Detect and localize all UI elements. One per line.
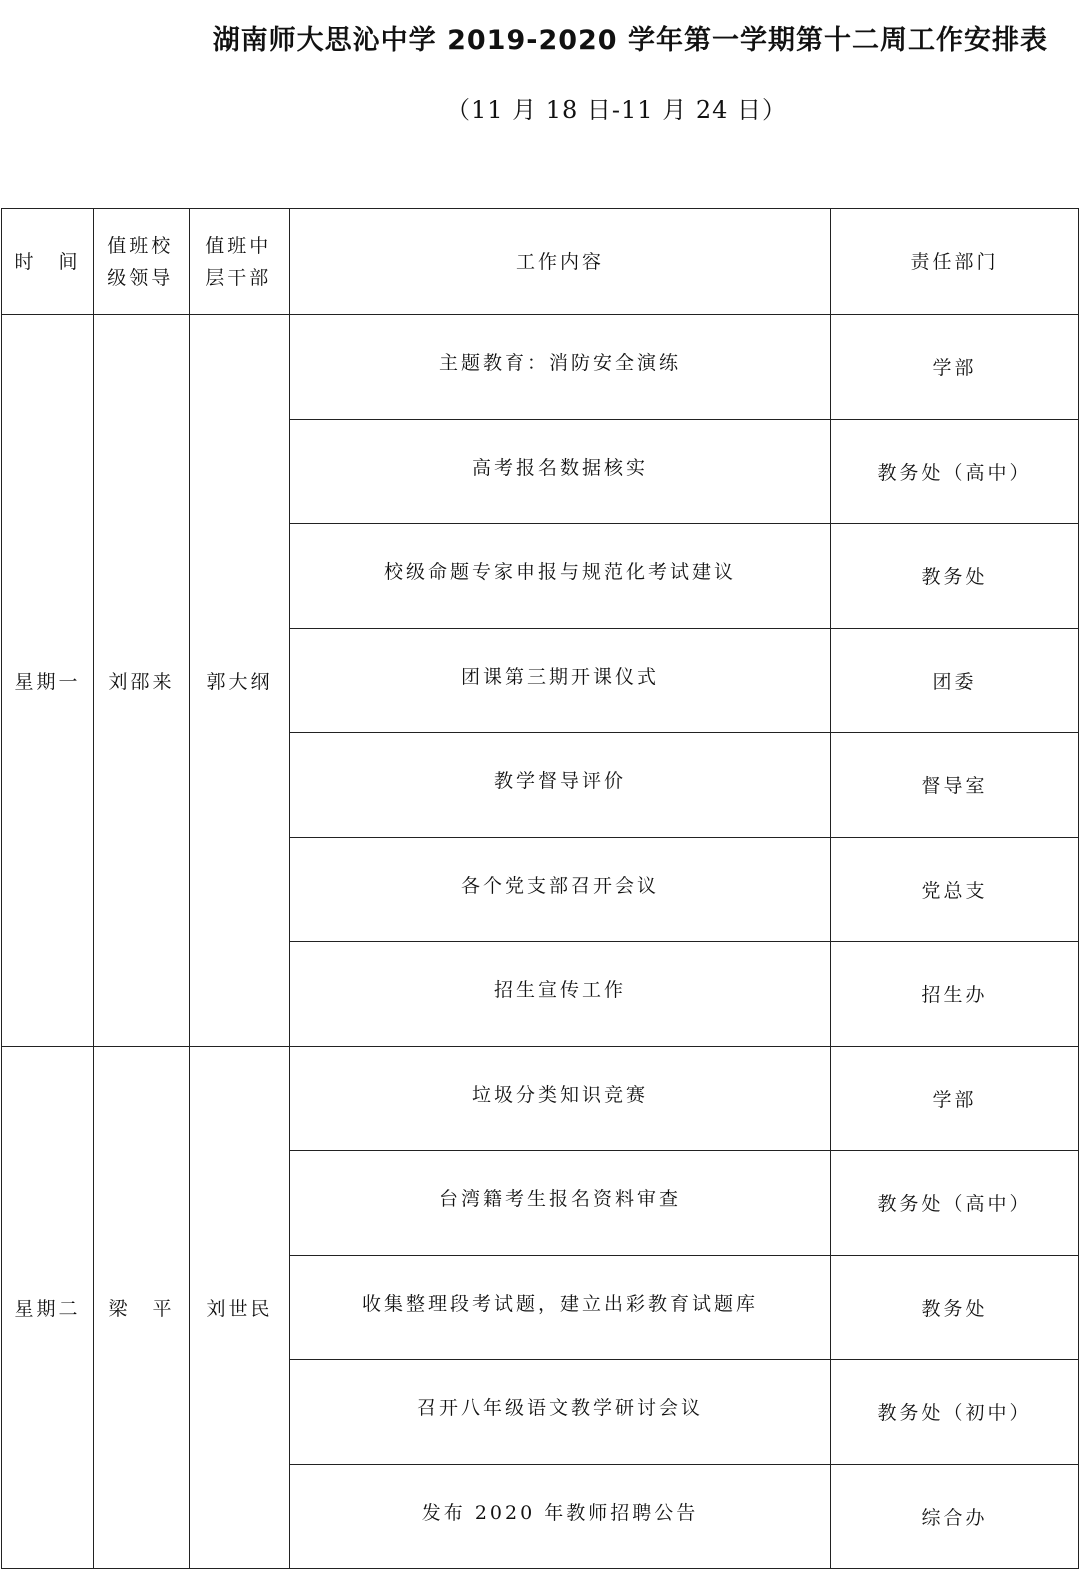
header-row (2, 209, 1079, 315)
task-dept: 学部 (831, 315, 1079, 420)
leader-cell: 梁 平 (94, 1046, 190, 1569)
task-content: 校级命题专家申报与规范化考试建议 (290, 524, 831, 629)
task-content: 召开八年级语文教学研讨会议 (290, 1360, 831, 1465)
task-dept: 学部 (831, 1046, 1079, 1151)
page-title: 湖南师大思沁中学 2019-2020 学年第一学期第十二周工作安排表 (212, 25, 1048, 56)
task-content: 教学督导评价 (290, 733, 831, 838)
task-content: 高考报名数据核实 (290, 419, 831, 524)
task-content: 收集整理段考试题，建立出彩教育试题库 (290, 1255, 831, 1360)
day-cell: 星期一 (2, 315, 94, 1047)
task-content: 主题教育：消防安全演练 (290, 315, 831, 420)
task-content: 台湾籍考生报名资料审查 (290, 1151, 831, 1256)
task-dept: 综合办 (831, 1464, 1079, 1569)
task-dept: 招生办 (831, 942, 1079, 1047)
task-content: 团课第三期开课仪式 (290, 628, 831, 733)
task-dept: 教务处（高中） (831, 1151, 1079, 1256)
header-time: 时 间 (2, 209, 94, 315)
task-dept: 教务处 (831, 524, 1079, 629)
header-cadre: 值班中层干部 (190, 209, 290, 315)
task-dept: 党总支 (831, 837, 1079, 942)
task-dept: 教务处（初中） (831, 1360, 1079, 1465)
table-row (2, 315, 1079, 420)
task-content: 各个党支部召开会议 (290, 837, 831, 942)
task-dept: 团委 (831, 628, 1079, 733)
header-leader: 值班校级领导 (94, 209, 190, 315)
header-dept: 责任部门 (831, 209, 1079, 315)
leader-cell: 刘邵来 (94, 315, 190, 1047)
task-content: 发布 2020 年教师招聘公告 (290, 1464, 831, 1569)
task-dept: 教务处（高中） (831, 419, 1079, 524)
cadre-cell: 郭大纲 (190, 315, 290, 1047)
table-row (2, 1046, 1079, 1151)
date-range: （11 月 18 日-11 月 24 日） (445, 96, 788, 124)
task-dept: 教务处 (831, 1255, 1079, 1360)
cadre-cell: 刘世民 (190, 1046, 290, 1569)
task-dept: 督导室 (831, 733, 1079, 838)
header-content: 工作内容 (290, 209, 831, 315)
task-content: 垃圾分类知识竞赛 (290, 1046, 831, 1151)
day-cell: 星期二 (2, 1046, 94, 1569)
schedule-table (1, 208, 1079, 1569)
task-content: 招生宣传工作 (290, 942, 831, 1047)
